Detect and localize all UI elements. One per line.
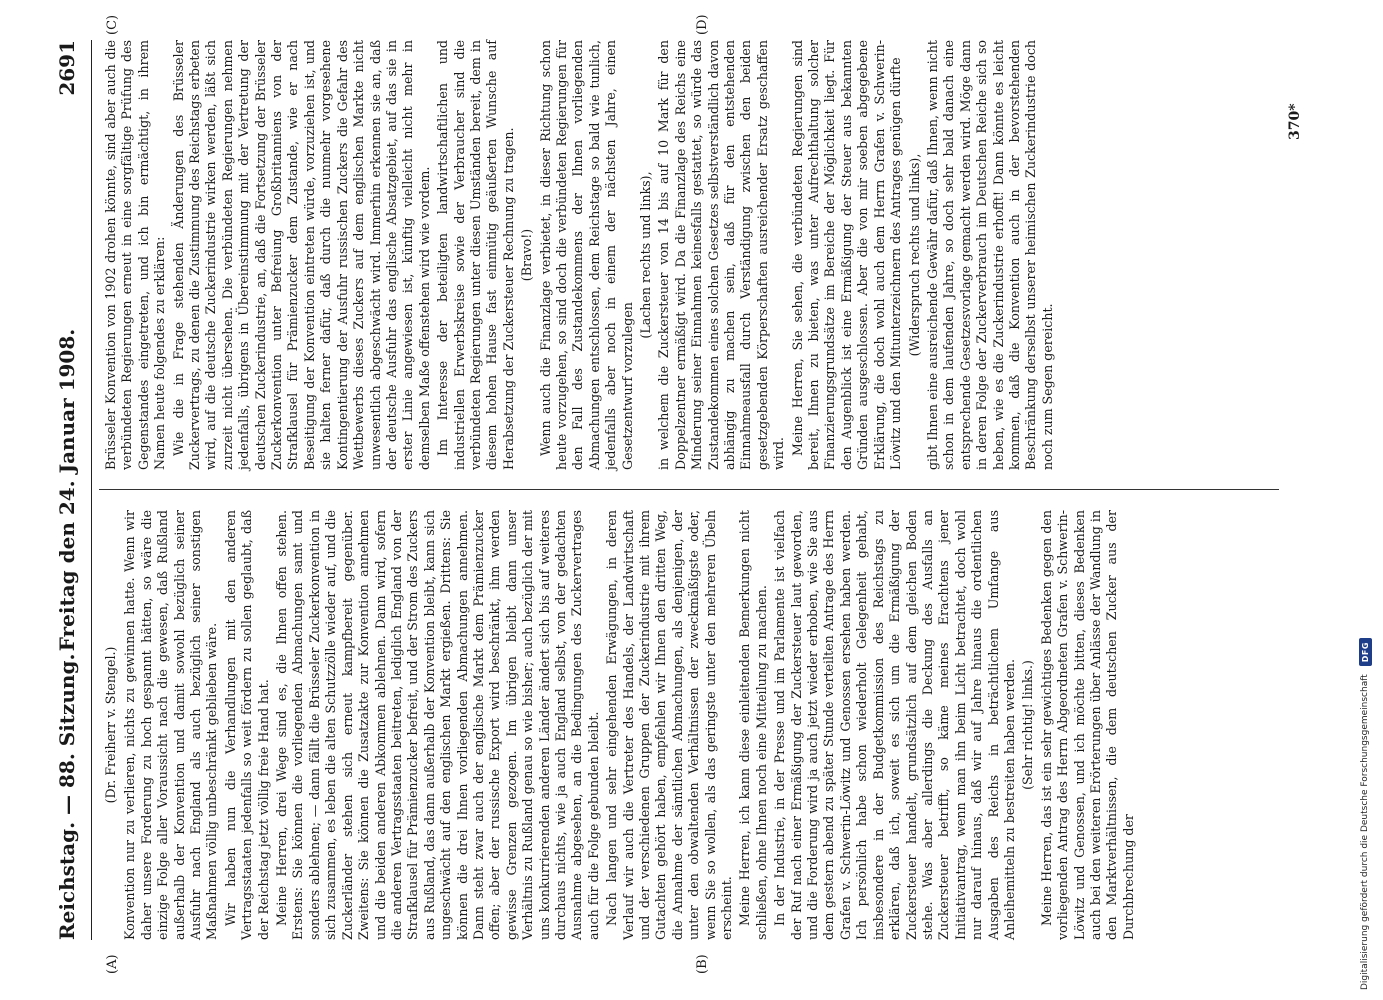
header-session: Reichstag. — 88. Sitzung. <box>55 653 79 940</box>
page-header <box>55 40 83 940</box>
margin-mark-a: (A) <box>105 954 120 974</box>
left-paragraph: Meine Herren, drei Wege sind es, die Ihnen offen stehen. Erstens: Sie können die vorliegenden Abmachungen samt und sonders ablehnen; — dann fällt die Brüsseler Zuckerkonvention in sich zusammen, es leben die alten Schutzzölle wieder auf, und die Zuckerländer stehen sich erneut kampfbereit gegenüber. Zweitens: Sie können die Zusatzakte zur Konvention annehmen und die beiden anderen Abkommen ablehnen. Dann wird, sofern die anderen Vertragsstaaten beitreten, lediglich England von der Strafklausel für Prämienzucker befreit, und der Strom des Zuckers aus Rußland, das dann außerhalb der Konvention bleibt, kann sich ungeschwächt auf den englischen Markt ergießen. Drittens: Sie können die drei Ihnen vorliegenden Abmachungen annehmen. Dann steht zwar auch der englische Markt dem Prämienzucker offen; aber der russische Export wird beschränkt, ihm werden gewisse Grenzen gezogen. Im übrigen bleibt dann unser Verhältnis zu Rußland genau so wie bisher; auch bezüglich der mit uns konkurrierenden anderen Länder ändert sich bis auf weiteres durchaus nichts, wie ja auch England selbst, von der gedachten Ausnahme abgesehen, an die Bedingungen des Zuckervertrages auch für die Folge gebunden bleibt. <box>274 510 601 940</box>
right-paragraph: Im Interesse der beteiligten landwirtschaftlichen und industriellen Erwerbskreise sowie der Verbraucher sind die verbündeten Regierungen unter diesen Umständen bereit, dem in diesem hohen Hause fast einmütig geäußerten Wunsche auf Herabsetzung der Zuckersteuer Rechnung zu tragen. <box>435 40 516 470</box>
dfg-logo: DFG <box>1359 638 1372 666</box>
left-column <box>103 510 1139 940</box>
left-paragraph: In der Industrie, in der Presse und im Parlamente ist vielfach der Ruf nach einer Ermäßigung der Zuckersteuer laut geworden, und die Forderung wird ja auch jetzt wieder erhoben, wie Sie aus dem gestern abend zu später Stunde verteilten Antrage des Herrn Grafen v. Schwerin-Löwitz und Genossen ersehen haben werden. Ich persönlich habe schon wiederholt Gelegenheit gehabt, insbesondere in der Budgetkommission des Reichstags zu erklären, daß ich, soweit es sich um die Ermäßigung der Zuckersteuer handelt, grundsätzlich auf dem gleichen Boden stehe. Was aber allerdings die Deckung des Ausfalls an Zuckersteuer betrifft, so käme meines Erachtens jener Initiativantrag, wenn man ihn beim Licht betrachtet, doch wohl nur darauf hinaus, daß wir auf Jahre hinaus die ordentlichen Ausgaben des Reichs in beträchtlichem Umfange aus Anleihemitteln zu bestreiten haben werden. <box>772 510 1017 940</box>
interjection: (Bravo!) <box>519 228 535 282</box>
margin-mark-d: (D) <box>695 14 710 35</box>
column-rule <box>99 489 1279 490</box>
right-column <box>103 40 1058 470</box>
right-paragraph: in welchem die Zuckersteuer von 14 bis auf 10 Mark für den Doppelzentner ermäßigt wird. Da die Finanzlage des Reichs eine Minderung seiner Einnahmen keinesfalls gestattet, so würde das Zustandekommen eines solchen Gesetzes selbstverständlich davon abhängig zu machen sein, daß für den entstehenden Einnahmeausfall durch Verständigung zwischen den beiden gesetzgebenden Körperschaften ausreichender Ersatz geschaffen wird. <box>656 40 787 470</box>
left-paragraph: Meine Herren, das ist ein sehr gewichtiges Bedenken gegen den vorliegenden Antrag des Herrn Abgeordneten Grafen v. Schwerin-Löwitz und Genossen, und ich möchte bitten, dieses Bedenken auch bei den weiteren Erörterungen über Anlässe der Wandlung in den Marktverhältnissen, die dem deutschen Zucker aus der Durchbrechung der <box>1038 510 1136 940</box>
right-paragraph: Meine Herren, Sie sehen, die verbündeten Regierungen sind bereit, Ihnen zu bieten, was unter Aufrechthaltung solcher Finanzierungsgrundsätze im Bereiche der Möglichkeit liegt. Für den Augenblick ist eine Ermäßigung der Steuer aus bekannten Gründen ausgeschlossen. Aber die von mir soeben abgegebene Erklärung, die doch wohl auch dem Herrn Grafen v. Schwerin-Löwitz und den Mitunterzeichnern des Antrages genügen dürfte <box>789 40 904 470</box>
right-paragraph: Wenn auch die Finanzlage verbietet, in dieser Richtung schon heute vorzugehen, so sind doch die verbündeten Regierungen für den Fall des Zustandekommens der Ihnen vorliegenden Abmachungen entschlossen, dem Reichstage so bald wie tunlich, jedenfalls aber noch in einem der nächsten Jahre, einen Gesetzentwurf vorzulegen <box>537 40 635 470</box>
page-content <box>55 14 1303 974</box>
left-paragraph: Meine Herren, ich kann diese einleitenden Bemerkungen nicht schließen, ohne Ihnen noch eine Mitteilung zu machen. <box>737 510 769 940</box>
header-date: Freitag den 24. Januar 1908. <box>55 328 79 652</box>
left-paragraph: Nach langen und sehr eingehenden Erwägungen, in deren Verlauf wir auch die Vertreter des Handels, der Landwirtschaft und der verschiedenen Gruppen der Zuckerindustrie mit ihrem Gutachten gehört haben, empfehlen wir Ihnen den dritten Weg, die Annahme der sämtlichen Abmachungen, als denjenigen, der unter den obwaltenden Verhältnissen der zweckmäßigste oder, wenn Sie so wollen, als das geringste unter den mehreren Übeln erscheint. <box>604 510 735 940</box>
header-rule <box>91 40 92 940</box>
digitization-note <box>1353 10 1377 990</box>
footer-page-mark: 370* <box>1287 103 1303 140</box>
left-paragraph: Konvention nur zu verlieren, nichts zu gewinnen hatte. Wenn wir daher unsere Forderung zu hoch gespannt hätten, so wäre die einzige Folge aller Voraussicht nach die gewesen, daß Rußland außerhalb der Konvention und damit sowohl bezüglich seiner Ausfuhr nach England als auch bezüglich seiner sonstigen Maßnahmen völlig unbeschränkt geblieben wäre. <box>122 510 220 940</box>
right-paragraph: gibt Ihnen eine ausreichende Gewähr dafür, daß Ihnen, wenn nicht schon in dem laufenden Jahre, so doch sehr bald danach eine entsprechende Gesetzesvorlage gemacht werden wird. Möge dann in deren Folge der Zuckerverbrauch im Deutschen Reiche sich so heben, wie es die Zuckerindustrie erhofft! Dann könnte es leicht kommen, daß die Konvention auch in der bevorstehenden Beschränkung derselbst unserer heimischen Zuckerindustrie doch noch zum Segen gereicht. <box>924 40 1055 470</box>
right-paragraph: Wie die in Frage stehenden Änderungen des Brüsseler Zuckervertrags, zu denen die Zustimmung des Reichstags erbeten wird, auf die deutsche Zuckerindustrie wirken werden, läßt sich zurzeit nicht übersehen. Die verbündeten Regierungen nehmen jedenfalls, übrigens in Übereinstimmung mit der Vertretung der deutschen Zuckerindustrie, an, daß die Fortsetzung der Brüsseler Zuckerkonvention unter Befreiung Großbritanniens von der Strafklausel für Prämienzucker dem Zustande, wie er nach Beseitigung der Konvention eintreten würde, vorzuziehen ist, und sie halten ferner dafür, daß durch die nunmehr vorgesehene Kontingentierung der Ausfuhr russischen Zuckers die Gefahr des Wettbewerbs dieses Zuckers auf dem englischen Markte nicht unwesentlich abgeschwächt wird. Immerhin erkennen sie an, daß der deutsche Ausfuhr das englische Absatzgebiet, auf das sie in erster Linie angewiesen ist, künftig vielleicht nicht mehr in demselben Maße offenstehen wird wie vordem. <box>170 40 432 470</box>
right-paragraph: Brüsseler Konvention von 1902 drohen könnte, sind aber auch die verbündeten Regierungen erneut in eine sorgfältige Prüfung des Gegenstandes eingetreten, und ich bin ermächtigt, in ihrem Namen heute folgendes zu erklären: <box>103 40 168 470</box>
left-paragraph: Wir haben nun die Verhandlungen mit den anderen Vertragsstaaten jedenfalls so weit fördern zu sollen geglaubt, daß der Reichstag jetzt völlig freie Hand hat. <box>222 510 271 940</box>
interjection: (Widerspruch rechts und links), <box>906 153 922 357</box>
speaker-label: (Dr. Freiherr v. Stengel.) <box>103 646 118 804</box>
interjection: (Lachen rechts und links), <box>638 171 653 339</box>
header-page-number: 2691 <box>55 40 79 96</box>
interjection: (Sehr richtig! links.) <box>1020 660 1036 790</box>
digitization-text: Digitalisierung gefördert durch die Deutsche Forschungsgemeinschaft <box>1360 674 1370 990</box>
margin-mark-c: (C) <box>105 14 120 35</box>
margin-mark-b: (B) <box>695 954 710 974</box>
